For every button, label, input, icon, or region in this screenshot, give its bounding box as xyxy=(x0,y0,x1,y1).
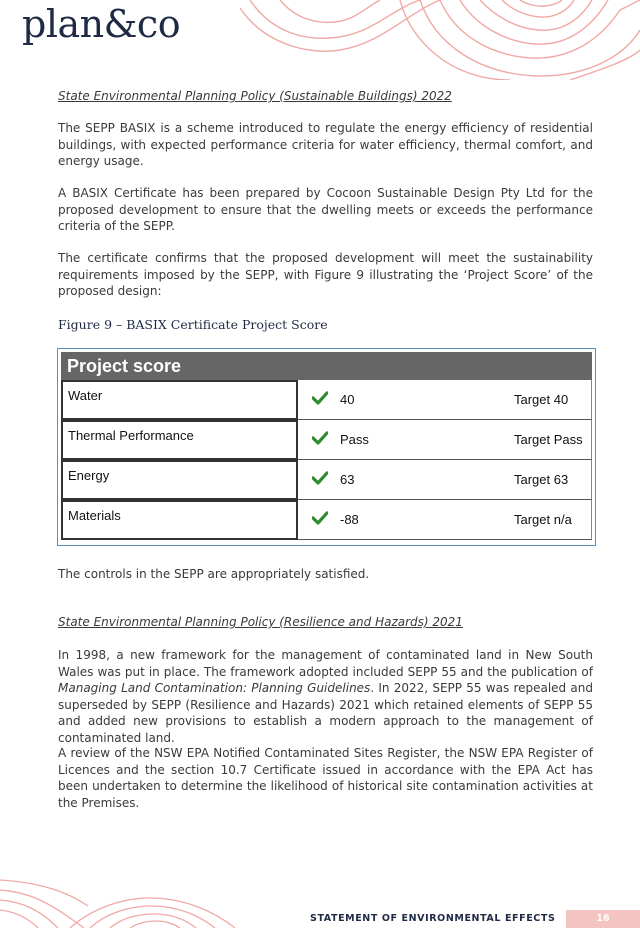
score-row-label: Energy xyxy=(61,460,298,500)
score-row-energy xyxy=(61,460,592,500)
checkmark-icon xyxy=(312,431,328,445)
score-row-water xyxy=(61,380,592,420)
score-row-label: Water xyxy=(61,380,298,420)
score-row-label: Thermal Performance xyxy=(61,420,298,460)
paragraph-controls-satisfied: The controls in the SEPP are appropriately satisfied. xyxy=(58,567,370,581)
publication-title: Managing Land Contamination: Planning Guidelines xyxy=(58,681,371,695)
checkmark-icon xyxy=(312,391,328,405)
paragraph-basix-certificate: A BASIX Certificate has been prepared by Cocoon Sustainable Design Pty Ltd for the proposed development to ensure that the dwelling meets or exceeds the performance criteria of the SEPP. xyxy=(58,186,593,233)
score-target: Target 63 xyxy=(514,472,569,487)
footer-title: STATEMENT OF ENVIRONMENTAL EFFECTS xyxy=(310,913,556,924)
paragraph-certificate-confirms: The certificate confirms that the proposed development will meet the sustainability requirements imposed by the SEPP, with Figure 9 illustrating the ‘Project Score’ of the proposed design: xyxy=(58,251,593,298)
section-heading-sustainable-buildings: State Environmental Planning Policy (Sustainable Buildings) 2022 xyxy=(58,89,452,103)
score-row-label: Materials xyxy=(61,500,298,540)
score-row-materials xyxy=(61,500,592,540)
score-row-thermal xyxy=(61,420,592,460)
figure-caption: Figure 9 – BASIX Certificate Project Score xyxy=(58,317,328,332)
section-heading-resilience-hazards: State Environmental Planning Policy (Resilience and Hazards) 2021 xyxy=(58,615,463,629)
paragraph-framework-1998 xyxy=(58,647,593,746)
project-score-header: Project score xyxy=(61,352,592,380)
score-target: Target Pass xyxy=(514,432,583,447)
score-value: 40 xyxy=(340,392,355,407)
brand-logo: plan&co xyxy=(22,2,181,46)
paragraph-text: . In 2022, SEPP 55 was repealed and superseded by SEPP (Resilience and Hazards) 2021 which retained elements of SEPP 55 and added new provisions to establish a modern approach to the management of contaminated land. xyxy=(58,681,593,745)
topographic-decoration xyxy=(240,0,640,80)
score-value: 63 xyxy=(340,472,355,487)
paragraph-epa-review: A review of the NSW EPA Notified Contaminated Sites Register, the NSW EPA Register of Licences and the section 10.7 Certificate issued in accordance with the EPA Act has been undertaken to determine the likelihood of historical site contamination activities at the Premises. xyxy=(58,746,593,810)
score-target: Target 40 xyxy=(514,392,569,407)
checkmark-icon xyxy=(312,511,328,525)
score-target: Target n/a xyxy=(514,512,572,527)
score-value: Pass xyxy=(340,432,369,447)
checkmark-icon xyxy=(312,471,328,485)
paragraph-basix-intro: The SEPP BASIX is a scheme introduced to regulate the energy efficiency of residential buildings, with expected performance criteria for water efficiency, thermal comfort, and energy usage. xyxy=(58,121,593,168)
topographic-decoration xyxy=(0,876,260,928)
score-value: -88 xyxy=(340,512,359,527)
paragraph-text: In 1998, a new framework for the management of contaminated land in New South Wales was put in place. The framework adopted included SEPP 55 and the publication of xyxy=(58,648,593,679)
page-number: 16 xyxy=(566,910,640,928)
project-score-figure xyxy=(57,348,596,546)
